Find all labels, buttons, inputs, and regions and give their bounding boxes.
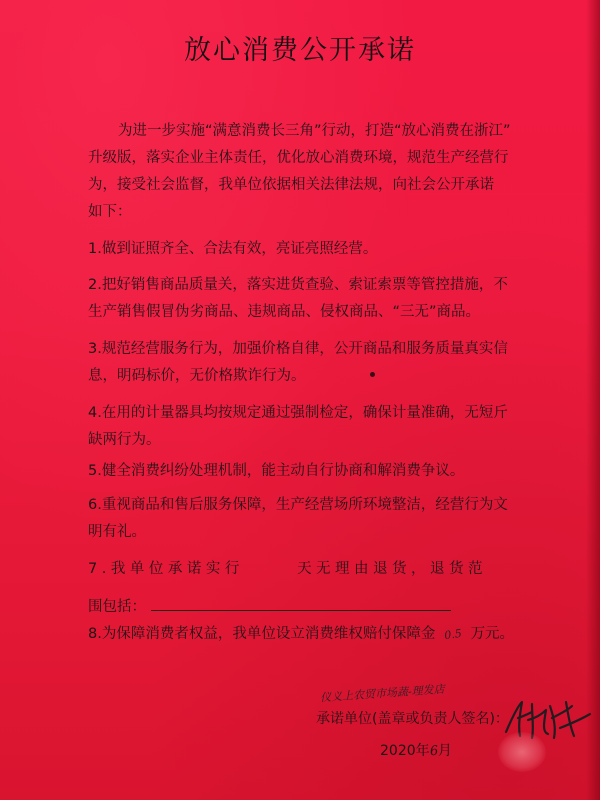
item-2-line-1: 2.把好销售商品质量关，落实进货查验、索证索票等管控措施，不: [88, 277, 508, 293]
intro-line-3: 为，接受社会监督，我单位依据相关法律法规，向社会公开承诺: [88, 177, 494, 193]
item-3-line-2: 息，明码标价，无价格欺诈行为。: [88, 368, 306, 384]
document-title: 放心消费公开承诺: [184, 35, 416, 66]
item-8-line-1: [88, 621, 528, 648]
item-7: [88, 556, 528, 621]
item-1: [88, 236, 528, 263]
intro-paragraph: [88, 118, 528, 226]
item-4-line-1: 4.在用的计量器具均按规定通过强制检定，确保计量准确，无短斤: [88, 405, 508, 421]
item-7-line-2: [88, 594, 528, 621]
item-2-line-2: 生产销售假冒伪劣商品、违规商品、侵权商品、“三无”商品。: [88, 304, 481, 320]
item-6-line-2: 明有礼。: [88, 524, 146, 540]
item-8-text-b: 万元。: [470, 626, 515, 642]
item-8-text-a: 8.为保障消费者权益，我单位设立消费维权赔付保障金: [88, 626, 436, 642]
item-3-line-1: 3.规范经营服务行为，加强价格自律，公开商品和服务质量真实信: [88, 341, 508, 357]
item-4-line-2: 缺两行为。: [88, 432, 161, 448]
item-6: [88, 492, 528, 546]
deposit-amount-handwritten: 0.5: [443, 626, 463, 643]
item-7-scope-label: 围包括：: [88, 599, 146, 615]
item-6-line-1: 6.重视商品和售后服务保障，生产经营场所环境整洁，经营行为文: [88, 497, 508, 513]
ink-dot: [370, 372, 375, 377]
item-8: [88, 621, 528, 648]
item-4: [88, 400, 528, 454]
signature-label: 承诺单位(盖章或负责人签名)：: [316, 711, 509, 727]
date-year: 2020年: [380, 743, 430, 759]
intro-line-1: 为进一步实施“满意消费长三角”行动，打造“放心消费在浙江”: [118, 123, 511, 139]
item-7-text-a: 7.我单位承诺实行: [88, 561, 244, 577]
red-stamp-blot: [498, 732, 546, 772]
item-1-line-1: 1.做到证照齐全、合法有效，亮证亮照经营。: [88, 241, 378, 257]
return-scope-blank: [151, 596, 451, 611]
item-5: [88, 458, 528, 485]
handwritten-shop-name: 仪义上农贸市场蔬-理发店: [319, 682, 446, 705]
date-month-handwritten: 6: [428, 743, 439, 760]
item-7-line-1: [88, 556, 528, 583]
intro-line-4: 如下：: [88, 204, 132, 220]
item-5-line-1: 5.健全消费纠纷处理机制，能主动自行协商和解消费争议。: [88, 463, 465, 479]
item-3: [88, 336, 528, 390]
item-7-text-b: 天无理由退货，退货范: [297, 561, 488, 577]
commitment-date: [380, 740, 452, 760]
intro-line-2: 升级版，落实企业主体责任，优化放心消费环境，规范生产经营行: [88, 150, 509, 166]
date-month-suffix: 月: [437, 743, 452, 759]
item-2: [88, 272, 528, 326]
paper-edge-shadow: [586, 0, 600, 800]
